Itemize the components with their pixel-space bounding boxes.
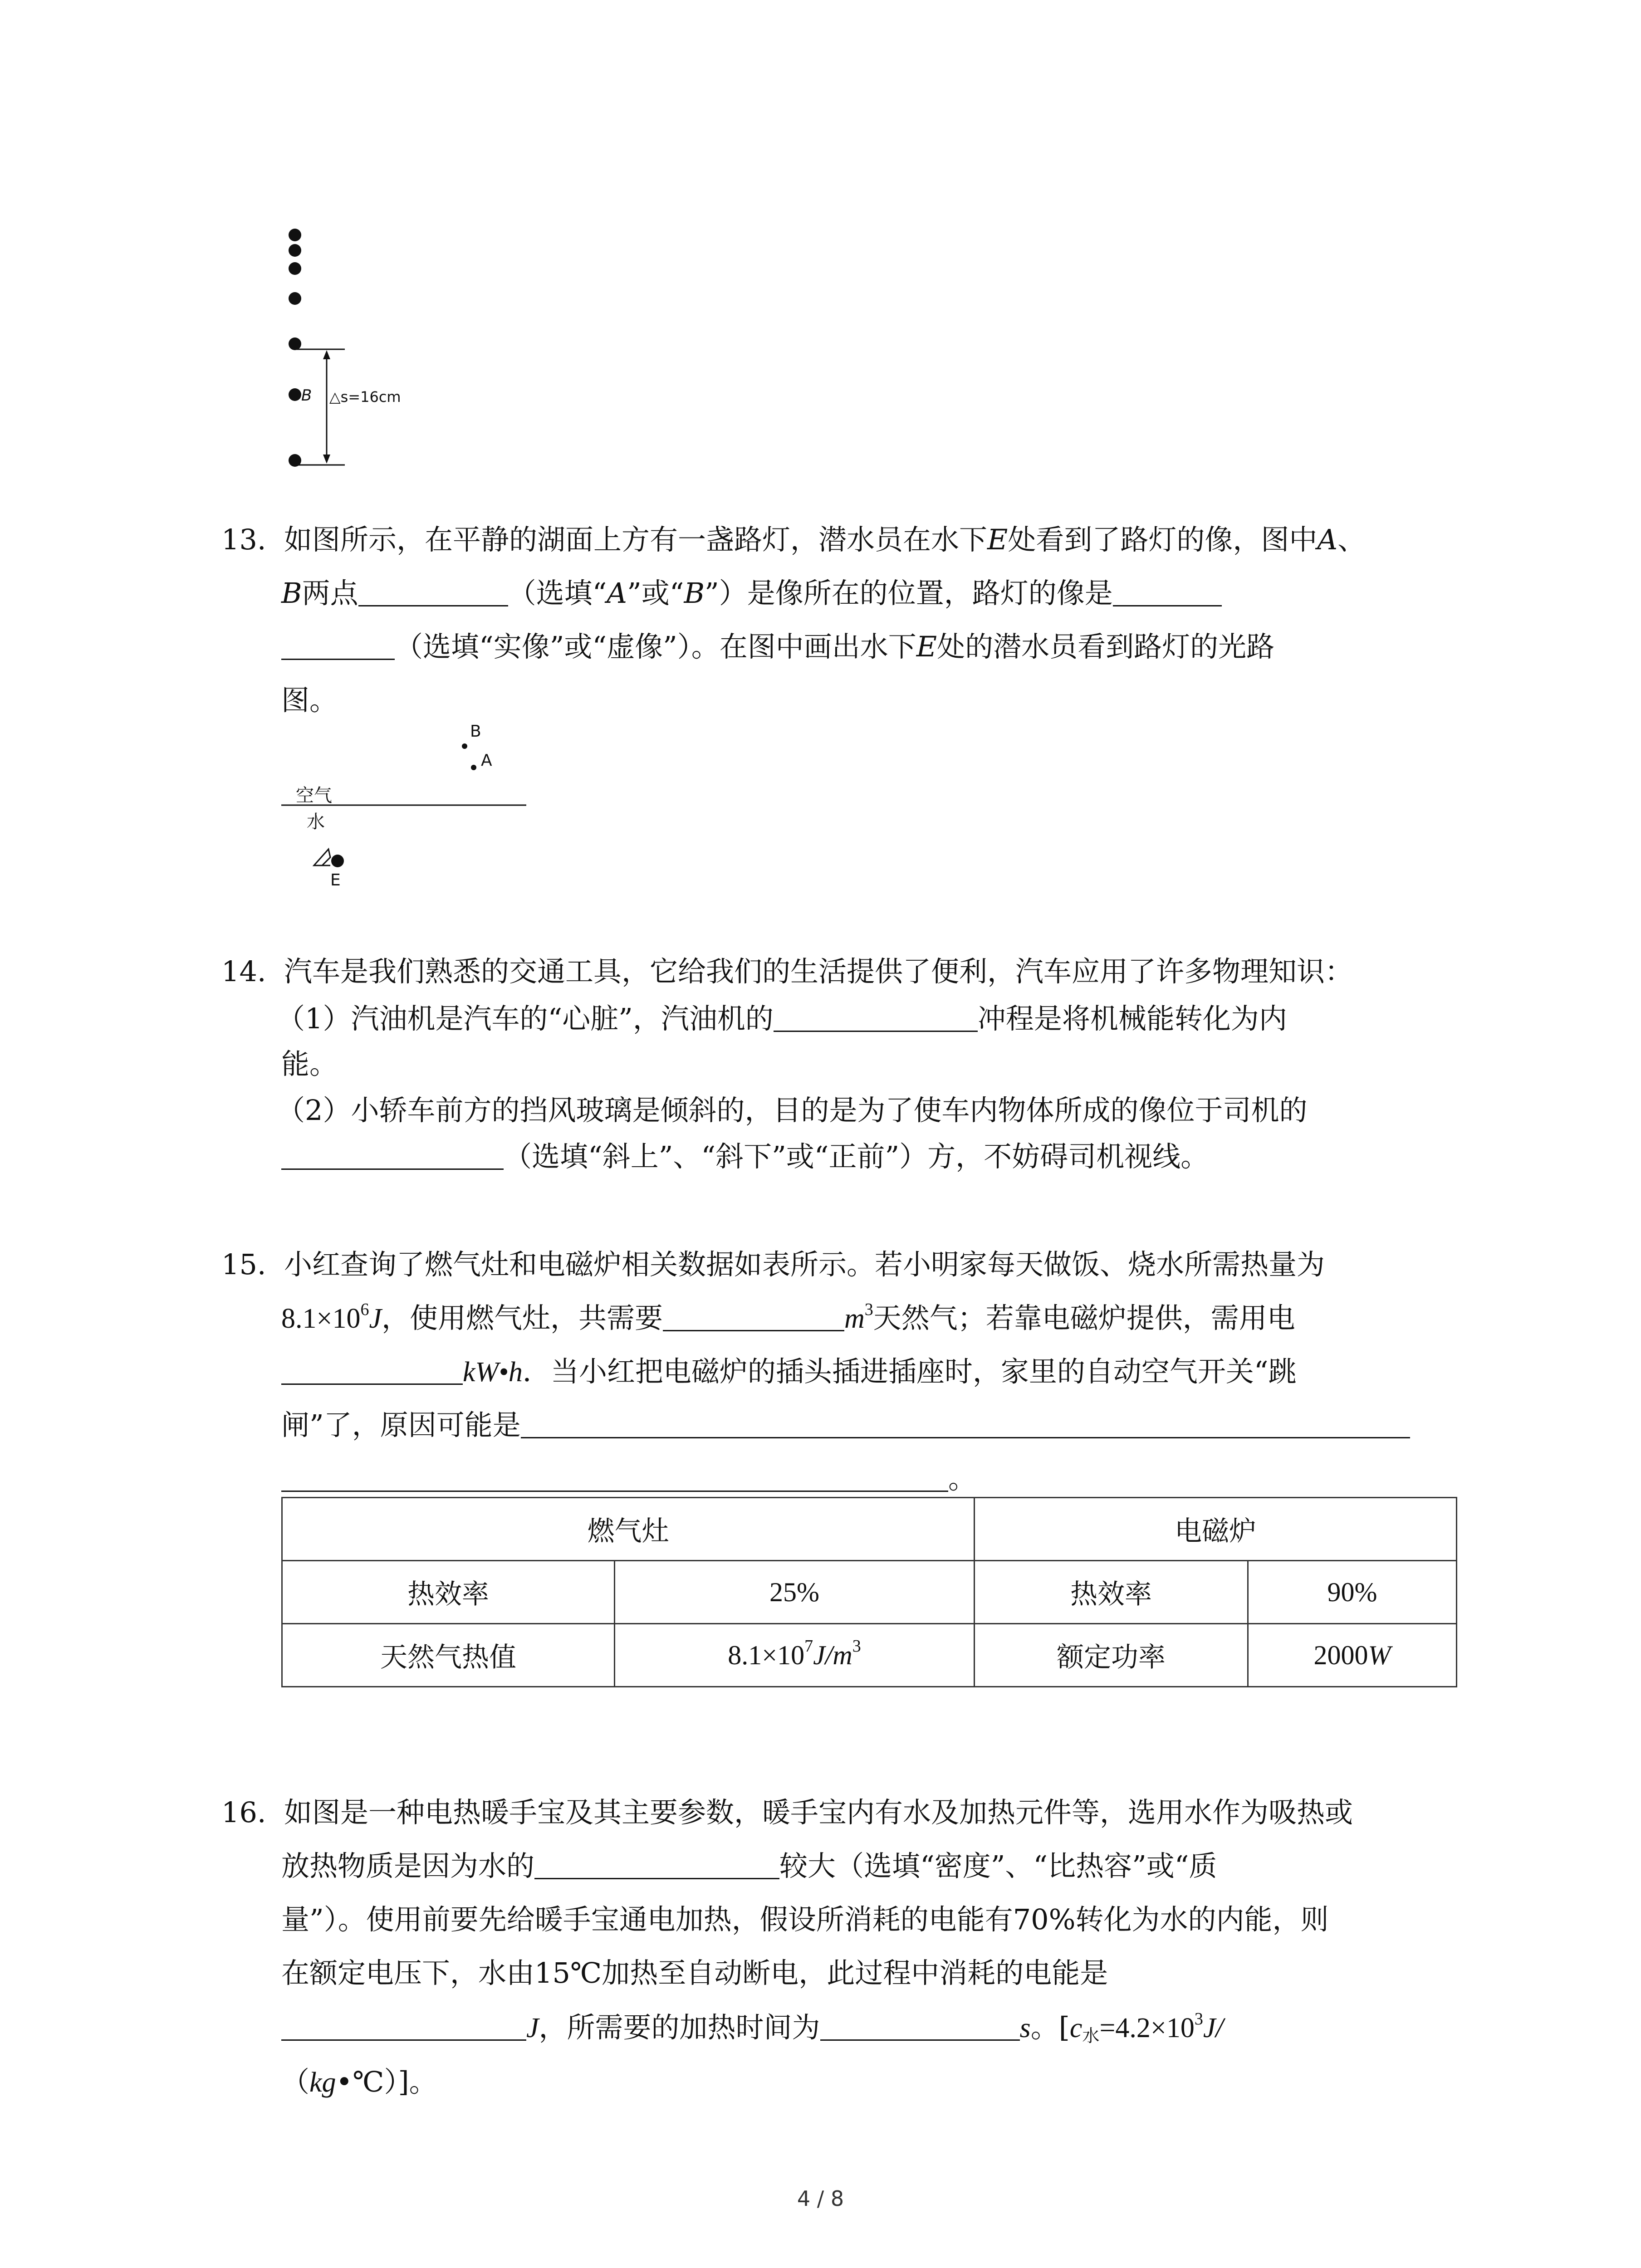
q16-line-3: 量”）。使用前要先给暖手宝通电加热，假设所消耗的电能有70%转化为水的内能，则	[281, 1903, 1329, 1936]
q14-number: 14.	[221, 955, 266, 988]
figure-13-label-water: 水	[307, 811, 325, 832]
q16-line-6: （kg•℃）]。	[281, 2065, 437, 2098]
table-row	[282, 1561, 1457, 1624]
q15-blank-3b[interactable]	[281, 1463, 948, 1492]
q15-blank-2[interactable]	[281, 1356, 463, 1385]
figure-13-label-a: A	[481, 751, 492, 770]
figure-13-label-air: 空气	[296, 785, 332, 806]
table-cell: 25%	[615, 1561, 975, 1624]
table-row	[282, 1624, 1457, 1687]
q15-number: 15.	[221, 1248, 266, 1281]
q16-line-2: 放热物质是因为水的 较大（选填“密度”、“比热容”或“质	[281, 1849, 1217, 1882]
table-cell: 2000W	[1248, 1624, 1457, 1687]
table-cell: 热效率	[975, 1561, 1248, 1624]
q15-line-1: 15. 小红查询了燃气灶和电磁炉相关数据如表所示。若小明家每天做饭、烧水所需热量为	[221, 1248, 1325, 1281]
q14-line-5: （选填“斜上”、“斜下”或“正前”）方，不妨碍司机视线。	[281, 1134, 1209, 1174]
diver-e	[331, 855, 344, 867]
q13-line-3: （选填“实像”或“虚像”）。在图中画出水下E处的潜水员看到路灯的光路	[281, 624, 1274, 665]
q13-number: 13.	[221, 523, 266, 556]
q15-blank-1[interactable]	[663, 1303, 844, 1331]
figure-13-label-e: E	[330, 871, 341, 890]
dot	[289, 244, 301, 257]
q13-blank-2b[interactable]	[281, 631, 395, 660]
specific-heat-formula: $c_水=4.2\times 10^3J/$	[1069, 2009, 1224, 2046]
table-row	[282, 1498, 1457, 1561]
q14-line-2: （1）汽油机是汽车的“心脏”，汽油机的 冲程是将机械能转化为内	[277, 1002, 1287, 1035]
page-number: 4 / 8	[797, 2186, 844, 2211]
q15-blank-3a[interactable]	[521, 1410, 1410, 1438]
figure-12-ds-label: △s=16cm	[329, 388, 401, 406]
q15-line-3: kW•h．当小红把电磁炉的插头插进插座时，家里的自动空气开关“跳	[281, 1349, 1297, 1389]
dot	[289, 337, 301, 350]
q16-blank-3[interactable]	[820, 2012, 1020, 2041]
q14-blank-2[interactable]	[281, 1141, 504, 1170]
figure-13-label-b: B	[470, 722, 481, 741]
q13-line-1: 13. 如图所示，在平静的湖面上方有一盏路灯，潜水员在水下E处看到了路灯的像，图中A、	[221, 523, 1366, 556]
q14-line-3: 能。	[281, 1047, 338, 1080]
table-cell: 热效率	[282, 1561, 615, 1624]
dot	[289, 292, 301, 305]
figure-12-dots	[263, 213, 445, 476]
table-cell: 额定功率	[975, 1624, 1248, 1687]
q13-blank-1[interactable]	[358, 578, 508, 606]
q15-data-table	[281, 1497, 1457, 1687]
q16-line-5: J，所需要的加热时间为 s。[$c_水=4.2\times 10^3J/$	[281, 2005, 1224, 2045]
q14-line-1: 14. 汽车是我们熟悉的交通工具，它给我们的生活提供了便利，汽车应用了许多物理知识：	[221, 955, 1353, 988]
q16-line-4: 在额定电压下，水由15℃加热至自动断电，此过程中消耗的电能是	[281, 1956, 1108, 1989]
q15-line-5: 。	[281, 1456, 976, 1496]
point-a	[471, 765, 476, 770]
q16-line-1: 16. 如图是一种电热暖手宝及其主要参数，暖手宝内有水及加热元件等，选用水作为吸热或	[221, 1796, 1353, 1829]
q13-blank-2a[interactable]	[1113, 578, 1222, 606]
table-cell: 90%	[1248, 1561, 1457, 1624]
q14-blank-1[interactable]	[774, 1003, 978, 1032]
q16-blank-2[interactable]	[281, 2012, 526, 2041]
dot	[289, 388, 301, 401]
q13-line-2: B两点 （选填“A”或“B”）是像所在的位置，路灯的像是	[281, 571, 1222, 611]
q15-line-2: $8.1\times 10^6J$，使用燃气灶，共需要 $m^3$天然气；若靠电磁炉提供，需用电	[281, 1300, 1295, 1334]
figure-12-b-label: B	[301, 386, 312, 405]
table-header-induction-cooker: 电磁炉	[975, 1498, 1457, 1561]
q16-number: 16.	[221, 1796, 266, 1829]
q14-line-4: （2）小轿车前方的挡风玻璃是倾斜的，目的是为了使车内物体所成的像位于司机的	[277, 1094, 1308, 1127]
q13-line-4: 图。	[281, 684, 338, 717]
point-b	[462, 743, 467, 749]
table-cell: $8.1\times 10^7J/m^3$	[615, 1624, 975, 1687]
q16-blank-1[interactable]	[534, 1851, 779, 1879]
table-cell: 天然气热值	[282, 1624, 615, 1687]
dot	[289, 262, 301, 275]
dot	[289, 229, 301, 241]
q15-line-4: 闸”了，原因可能是	[281, 1403, 1410, 1443]
table-header-gas-stove: 燃气灶	[282, 1498, 975, 1561]
